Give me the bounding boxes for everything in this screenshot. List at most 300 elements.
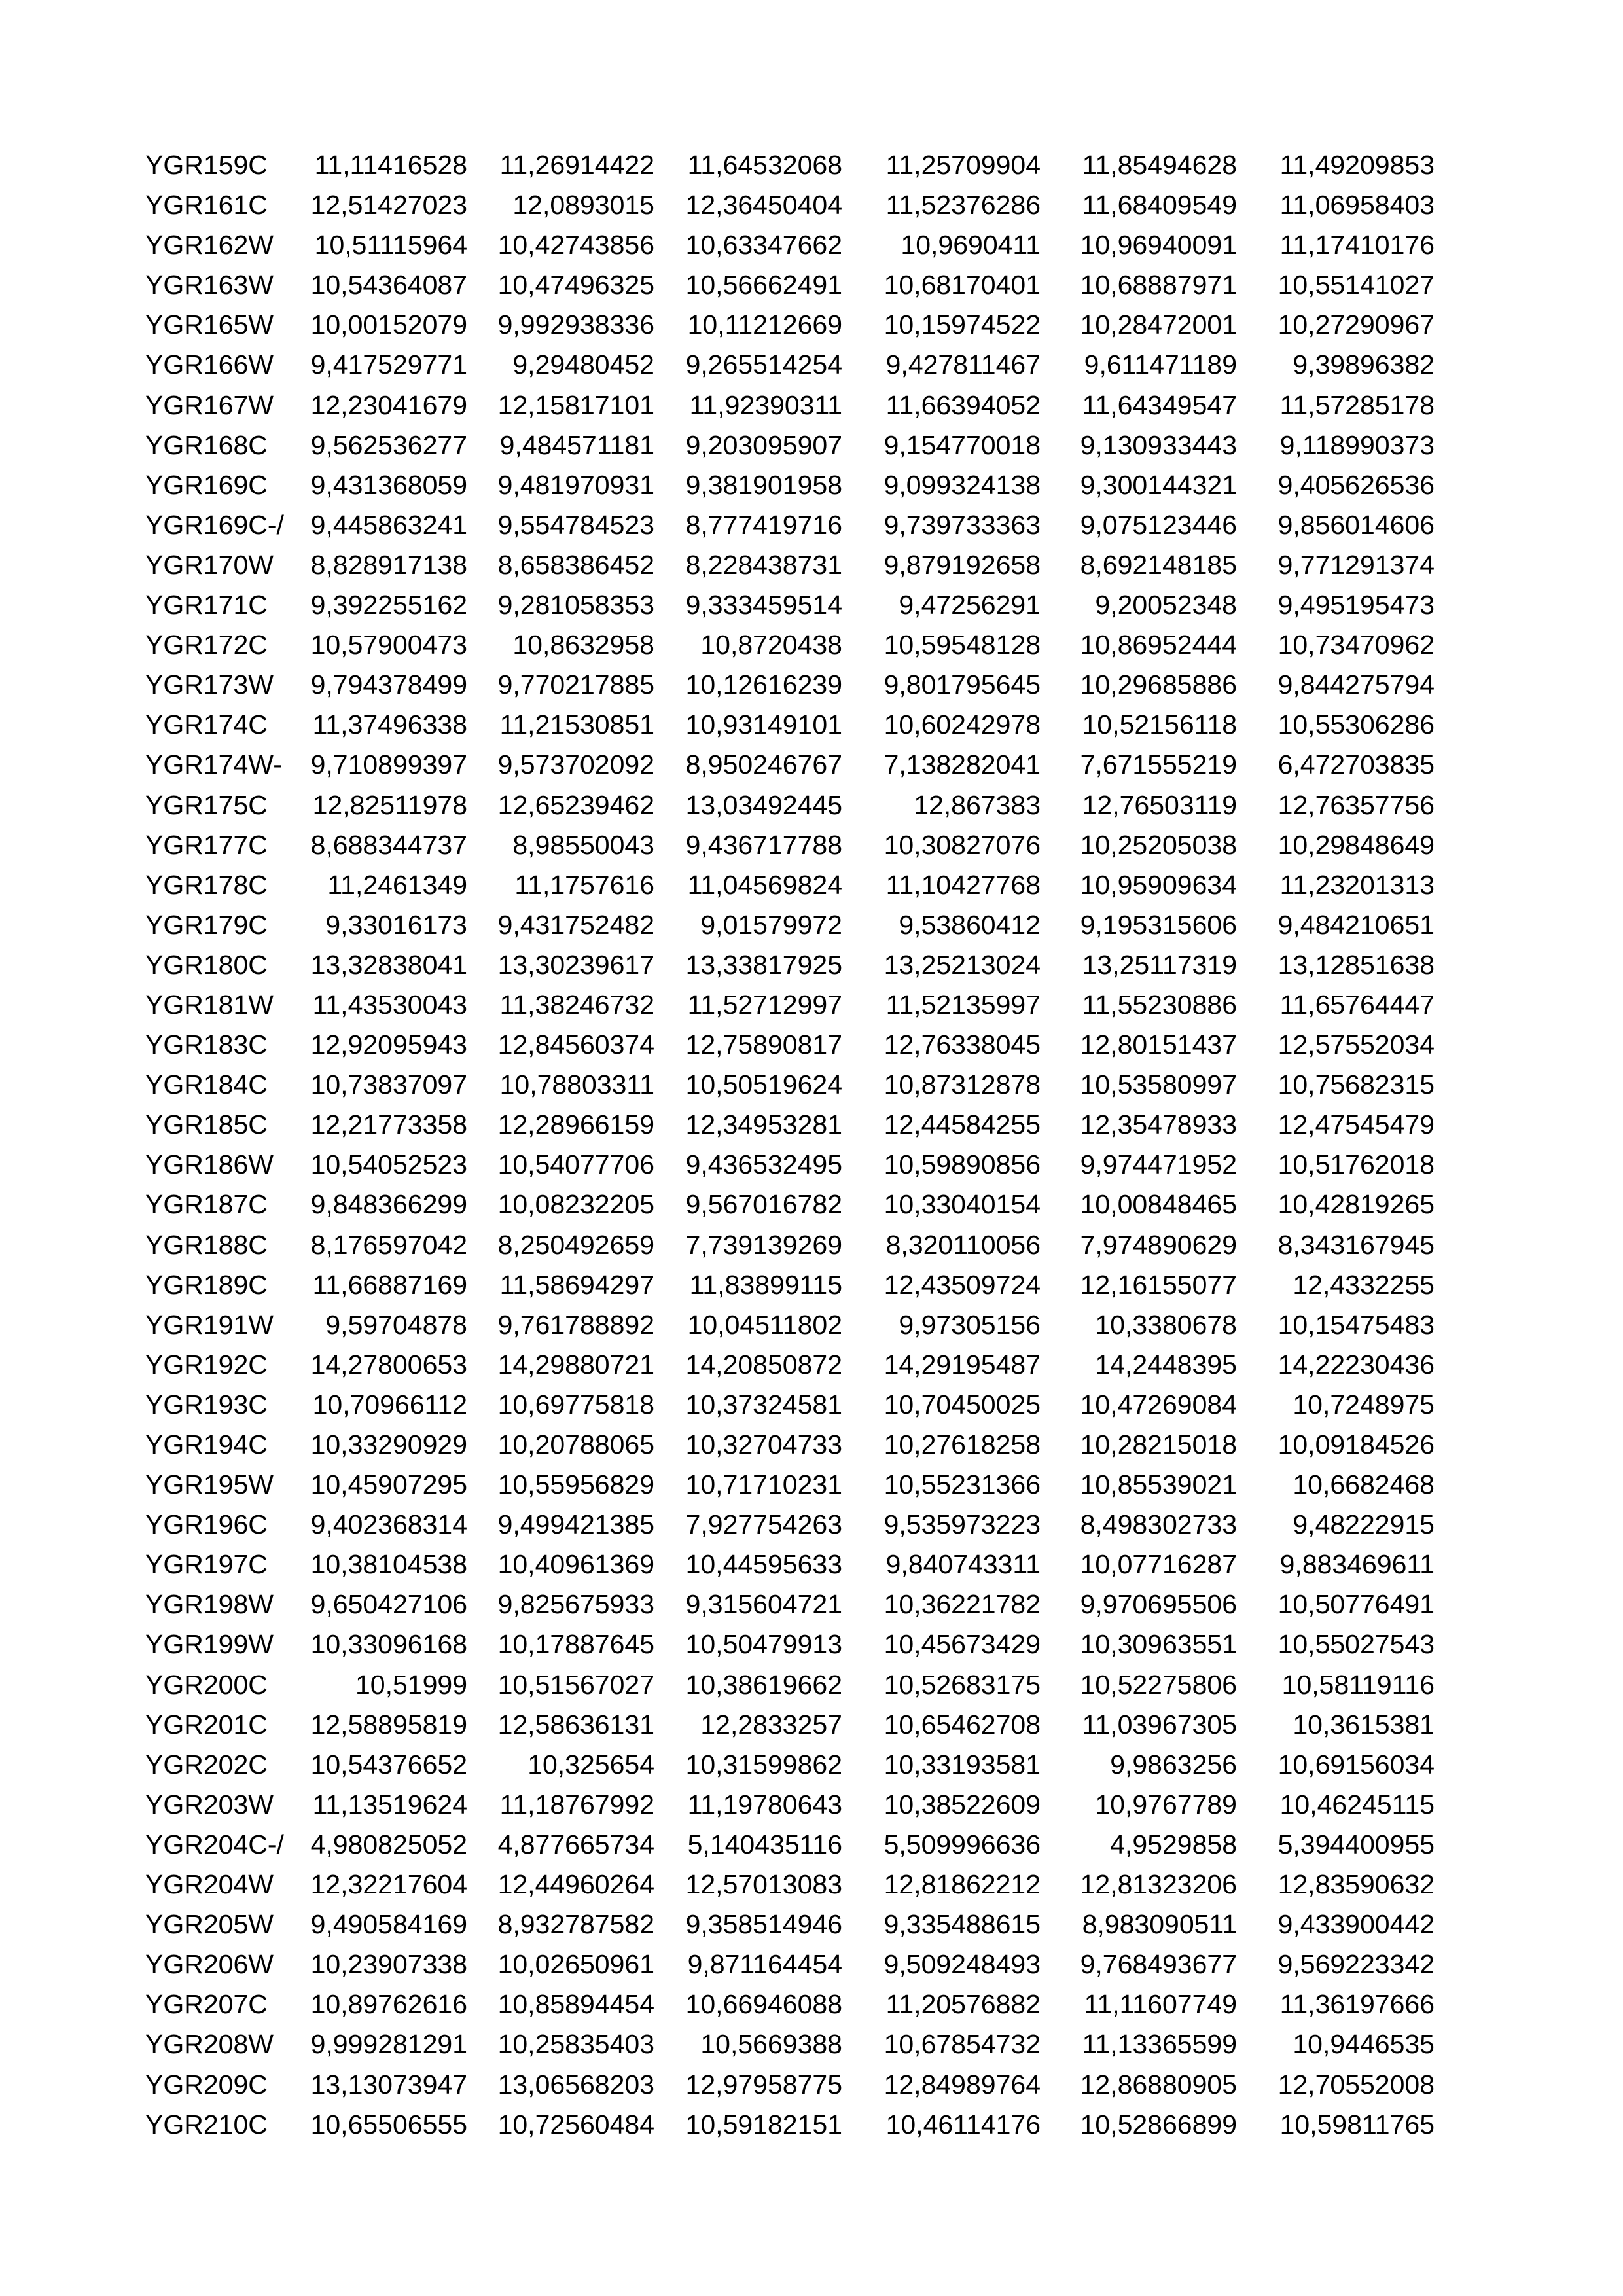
value-cell: 10,56662491 [685,270,842,300]
value-cell: 10,29685886 [1080,670,1237,700]
table-row [0,1185,1623,1225]
value-cell: 12,32217604 [310,1869,467,1900]
value-cell: 4,877665734 [497,1829,654,1859]
gene-id-cell: YGR192C [145,1349,268,1380]
table-row [0,1145,1623,1185]
value-cell: 9,130933443 [1080,429,1237,460]
gene-id-cell: YGR166W [145,350,274,380]
value-cell: 11,2461349 [327,869,467,900]
gene-id-cell: YGR196C [145,1509,268,1540]
value-cell: 12,57013083 [685,1869,842,1900]
value-cell: 10,69156034 [1277,1749,1435,1780]
value-cell: 10,12616239 [685,670,842,700]
value-cell: 8,983090511 [1082,1909,1237,1940]
table-row [0,745,1623,785]
gene-id-cell: YGR191W [145,1309,274,1340]
value-cell: 10,95909634 [1080,869,1237,900]
value-cell: 11,52376286 [885,190,1041,221]
value-cell: 10,50776491 [1277,1589,1435,1620]
value-cell: 10,45673429 [883,1629,1041,1660]
value-cell: 11,38246732 [499,989,654,1020]
gene-id-cell: YGR202C [145,1749,268,1780]
table-row [0,1305,1623,1345]
table-row [0,305,1623,345]
value-cell: 12,867383 [914,789,1041,820]
value-cell: 9,554784523 [497,509,654,540]
table-row [0,865,1623,905]
value-cell: 11,83899115 [689,1269,842,1300]
value-cell: 9,970695506 [1080,1589,1237,1620]
value-cell: 10,08232205 [497,1189,654,1220]
table-row [0,1065,1623,1105]
value-cell: 10,5669388 [700,2029,842,2060]
value-cell: 10,51999 [355,1669,467,1700]
value-cell: 10,27618258 [883,1429,1041,1460]
value-cell: 9,974471952 [1080,1149,1237,1180]
value-cell: 9,794378499 [310,670,467,700]
value-cell: 9,611471189 [1084,350,1237,380]
value-cell: 12,75890817 [685,1030,842,1060]
value-cell: 10,87312878 [883,1069,1041,1100]
gene-id-cell: YGR209C [145,2069,268,2100]
value-cell: 9,562536277 [310,429,467,460]
value-cell: 10,33096168 [310,1629,467,1660]
value-cell: 9,099324138 [883,469,1041,500]
value-cell: 13,03492445 [685,789,842,820]
value-cell: 10,8632958 [512,630,654,660]
value-cell: 9,48222915 [1293,1509,1435,1540]
value-cell: 11,65764447 [1279,989,1435,1020]
value-cell: 10,51762018 [1277,1149,1435,1180]
value-cell: 11,11416528 [314,150,467,180]
value-cell: 9,358514946 [685,1909,842,1940]
value-cell: 10,73470962 [1277,630,1435,660]
table-row [0,1745,1623,1785]
value-cell: 10,63347662 [685,230,842,260]
value-cell: 10,15974522 [883,310,1041,340]
gene-id-cell: YGR180C [145,949,268,980]
value-cell: 10,9767789 [1095,1789,1237,1820]
table-row [0,1705,1623,1745]
value-cell: 7,974890629 [1080,1229,1237,1260]
value-cell: 12,44960264 [497,1869,654,1900]
table-row [0,145,1623,185]
value-cell: 10,70966112 [312,1389,467,1420]
value-cell: 10,50479913 [685,1629,842,1660]
value-cell: 10,20788065 [497,1429,654,1460]
value-cell: 10,85894454 [497,1989,654,2020]
gene-id-cell: YGR184C [145,1069,268,1100]
value-cell: 11,43530043 [312,989,467,1020]
gene-id-cell: YGR174C [145,709,268,740]
value-cell: 8,250492659 [497,1229,654,1260]
table-row [0,1265,1623,1305]
value-cell: 10,32704733 [685,1429,842,1460]
value-cell: 9,484571181 [499,429,654,460]
value-cell: 11,55230886 [1082,989,1237,1020]
value-cell: 10,00152079 [310,310,467,340]
value-cell: 12,76357756 [1277,789,1435,820]
value-cell: 10,86952444 [1080,630,1237,660]
value-cell: 10,15475483 [1277,1309,1435,1340]
value-cell: 10,04511802 [687,1309,842,1340]
value-cell: 9,405626536 [1277,469,1435,500]
value-cell: 7,138282041 [883,749,1041,780]
value-cell: 10,71710231 [685,1469,842,1500]
value-cell: 11,68409549 [1082,190,1237,221]
value-cell: 8,498302733 [1080,1509,1237,1540]
value-cell: 8,688344737 [310,829,467,860]
value-cell: 10,52275806 [1080,1669,1237,1700]
table-row [0,505,1623,545]
value-cell: 10,66946088 [685,1989,842,2020]
table-row [0,345,1623,385]
value-cell: 9,333459514 [685,590,842,620]
value-cell: 9,315604721 [685,1589,842,1620]
table-row [0,1025,1623,1065]
gene-id-cell: YGR175C [145,789,268,820]
value-cell: 9,768493677 [1080,1949,1237,1980]
gene-id-cell: YGR161C [145,190,268,221]
value-cell: 11,58694297 [499,1269,654,1300]
value-cell: 9,53860412 [899,909,1041,940]
value-cell: 10,59890856 [883,1149,1041,1180]
value-cell: 9,97305156 [899,1309,1041,1340]
value-cell: 7,671555219 [1080,749,1237,780]
value-cell: 10,51115964 [314,230,467,260]
value-cell: 14,2448395 [1095,1349,1237,1380]
value-cell: 14,27800653 [310,1349,467,1380]
value-cell: 9,33016173 [325,909,467,940]
gene-id-cell: YGR162W [145,230,274,260]
table-row [0,1585,1623,1624]
value-cell: 9,300144321 [1080,469,1237,500]
value-cell: 9,567016782 [685,1189,842,1220]
value-cell: 12,44584255 [883,1109,1041,1140]
table-row [0,465,1623,505]
value-cell: 12,47545479 [1277,1109,1435,1140]
table-row [0,905,1623,945]
value-cell: 10,67854732 [883,2029,1041,2060]
value-cell: 9,075123446 [1080,509,1237,540]
value-cell: 9,484210651 [1277,909,1435,940]
value-cell: 9,495195473 [1277,590,1435,620]
value-cell: 11,37496338 [312,709,467,740]
gene-id-cell: YGR204W [145,1869,274,1900]
gene-id-cell: YGR185C [145,1109,268,1140]
value-cell: 9,840743311 [885,1549,1041,1580]
value-cell: 12,21773358 [310,1109,467,1140]
value-cell: 12,80151437 [1080,1030,1237,1060]
value-cell: 9,771291374 [1277,549,1435,580]
table-row [0,1465,1623,1505]
value-cell: 13,25117319 [1082,949,1237,980]
table-row [0,2024,1623,2064]
value-cell: 13,33817925 [685,949,842,980]
value-cell: 9,402368314 [310,1509,467,1540]
value-cell: 10,36221782 [883,1589,1041,1620]
table-row [0,1425,1623,1465]
value-cell: 13,25213024 [883,949,1041,980]
table-row [0,225,1623,265]
value-cell: 14,20850872 [685,1349,842,1380]
value-cell: 10,55231366 [883,1469,1041,1500]
value-cell: 12,81862212 [883,1869,1041,1900]
value-cell: 9,118990373 [1279,429,1435,460]
value-cell: 5,394400955 [1277,1829,1435,1859]
table-row [0,1984,1623,2024]
value-cell: 9,29480452 [512,350,654,380]
value-cell: 8,228438731 [685,549,842,580]
value-cell: 10,96940091 [1080,230,1237,260]
value-cell: 9,154770018 [883,429,1041,460]
value-cell: 8,658386452 [497,549,654,580]
value-cell: 9,01579972 [700,909,842,940]
value-cell: 13,06568203 [497,2069,654,2100]
gene-id-cell: YGR205W [145,1909,274,1940]
value-cell: 12,2833257 [700,1709,842,1740]
value-cell: 11,20576882 [885,1989,1041,2020]
gene-id-cell: YGR170W [145,549,274,580]
table-row [0,1505,1623,1545]
table-row [0,265,1623,305]
value-cell: 9,499421385 [497,1509,654,1540]
value-cell: 12,84560374 [497,1030,654,1060]
value-cell: 12,28966159 [497,1109,654,1140]
value-cell: 10,44595633 [685,1549,842,1580]
table-row [0,1545,1623,1585]
gene-id-cell: YGR188C [145,1229,268,1260]
value-cell: 10,54077706 [497,1149,654,1180]
value-cell: 9,417529771 [310,350,467,380]
value-cell: 9,59704878 [325,1309,467,1340]
value-cell: 12,82511978 [312,789,467,820]
value-cell: 10,55027543 [1277,1629,1435,1660]
value-cell: 11,66887169 [312,1269,467,1300]
value-cell: 10,38522609 [883,1789,1041,1820]
value-cell: 9,650427106 [310,1589,467,1620]
value-cell: 10,30827076 [883,829,1041,860]
table-row [0,1345,1623,1385]
value-cell: 10,11212669 [687,310,842,340]
table-row [0,785,1623,825]
value-cell: 10,3380678 [1095,1309,1237,1340]
value-cell: 11,13365599 [1082,2029,1237,2060]
gene-id-cell: YGR210C [145,2109,268,2140]
value-cell: 9,9863256 [1110,1749,1237,1780]
value-cell: 13,12851638 [1277,949,1435,980]
value-cell: 10,68170401 [883,270,1041,300]
gene-id-cell: YGR167W [145,389,274,420]
value-cell: 12,16155077 [1080,1269,1237,1300]
value-cell: 10,47496325 [497,270,654,300]
value-cell: 10,33290929 [310,1429,467,1460]
value-cell: 10,42819265 [1277,1189,1435,1220]
value-cell: 10,42743856 [497,230,654,260]
value-cell: 10,55141027 [1277,270,1435,300]
value-cell: 9,427811467 [885,350,1041,380]
gene-id-cell: YGR177C [145,829,268,860]
value-cell: 10,40961369 [497,1549,654,1580]
value-cell: 12,97958775 [685,2069,842,2100]
value-cell: 10,30963551 [1080,1629,1237,1660]
value-cell: 11,64349547 [1082,389,1237,420]
value-cell: 10,07716287 [1080,1549,1237,1580]
gene-id-cell: YGR174W- [145,749,282,780]
value-cell: 4,980825052 [310,1829,467,1859]
value-cell: 9,39896382 [1293,350,1435,380]
gene-id-cell: YGR179C [145,909,268,940]
value-cell: 12,4332255 [1293,1269,1435,1300]
value-cell: 12,36450404 [685,190,842,221]
value-cell: 9,392255162 [310,590,467,620]
value-cell: 10,9446535 [1293,2029,1435,2060]
gene-id-cell: YGR169C-/ [145,509,284,540]
value-cell: 12,34953281 [685,1109,842,1140]
value-cell: 10,75682315 [1277,1069,1435,1100]
value-cell: 10,25205038 [1080,829,1237,860]
value-cell: 10,325654 [527,1749,654,1780]
value-cell: 10,46245115 [1279,1789,1435,1820]
value-cell: 12,70552008 [1277,2069,1435,2100]
value-cell: 9,770217885 [497,670,654,700]
gene-id-cell: YGR201C [145,1709,268,1740]
value-cell: 9,992938336 [497,310,654,340]
value-cell: 12,58636131 [497,1709,654,1740]
gene-id-cell: YGR200C [145,1669,268,1700]
value-cell: 9,848366299 [310,1189,467,1220]
value-cell: 11,04569824 [687,869,842,900]
value-cell: 10,46114176 [885,2109,1041,2140]
data-table [0,145,1623,2145]
value-cell: 11,26914422 [499,150,654,180]
table-row [0,705,1623,745]
value-cell: 10,50519624 [685,1069,842,1100]
value-cell: 9,481970931 [497,469,654,500]
value-cell: 10,55306286 [1277,709,1435,740]
value-cell: 9,490584169 [310,1909,467,1940]
value-cell: 10,59811765 [1279,2109,1435,2140]
value-cell: 10,31599862 [685,1749,842,1780]
value-cell: 10,02650961 [497,1949,654,1980]
value-cell: 10,52683175 [883,1669,1041,1700]
table-row [0,1105,1623,1145]
value-cell: 10,65462708 [883,1709,1041,1740]
value-cell: 9,801795645 [883,670,1041,700]
value-cell: 11,66394052 [885,389,1041,420]
value-cell: 10,57900473 [310,630,467,660]
value-cell: 9,445863241 [310,509,467,540]
value-cell: 10,37324581 [685,1389,842,1420]
gene-id-cell: YGR199W [145,1629,274,1660]
value-cell: 12,76338045 [883,1030,1041,1060]
value-cell: 14,22230436 [1277,1349,1435,1380]
value-cell: 7,739139269 [685,1229,842,1260]
value-cell: 9,20052348 [1095,590,1237,620]
value-cell: 7,927754263 [685,1509,842,1540]
value-cell: 12,92095943 [310,1030,467,1060]
value-cell: 9,195315606 [1080,909,1237,940]
gene-id-cell: YGR197C [145,1549,268,1580]
value-cell: 9,825675933 [497,1589,654,1620]
value-cell: 11,18767992 [499,1789,654,1820]
value-cell: 11,21530851 [499,709,654,740]
value-cell: 10,73837097 [310,1069,467,1100]
value-cell: 10,25835403 [497,2029,654,2060]
table-row [0,1905,1623,1945]
table-row [0,665,1623,705]
table-row [0,2065,1623,2105]
value-cell: 8,176597042 [310,1229,467,1260]
value-cell: 11,52712997 [687,989,842,1020]
gene-id-cell: YGR207C [145,1989,268,2020]
table-row [0,545,1623,585]
value-cell: 12,35478933 [1080,1109,1237,1140]
value-cell: 10,85539021 [1080,1469,1237,1500]
value-cell: 10,8720438 [700,630,842,660]
gene-id-cell: YGR172C [145,630,268,660]
gene-id-cell: YGR206W [145,1949,274,1980]
gene-id-cell: YGR178C [145,869,268,900]
value-cell: 12,57552034 [1277,1030,1435,1060]
value-cell: 14,29880721 [497,1349,654,1380]
value-cell: 9,509248493 [883,1949,1041,1980]
value-cell: 9,879192658 [883,549,1041,580]
value-cell: 8,777419716 [685,509,842,540]
value-cell: 10,38619662 [685,1669,842,1700]
value-cell: 5,509996636 [883,1829,1041,1859]
value-cell: 9,761788892 [497,1309,654,1340]
value-cell: 10,60242978 [883,709,1041,740]
value-cell: 12,86880905 [1080,2069,1237,2100]
value-cell: 12,76503119 [1082,789,1237,820]
value-cell: 10,29848649 [1277,829,1435,860]
value-cell: 10,28472001 [1080,310,1237,340]
gene-id-cell: YGR183C [145,1030,268,1060]
value-cell: 11,03967305 [1082,1709,1237,1740]
table-row [0,1825,1623,1865]
value-cell: 10,38104538 [310,1549,467,1580]
value-cell: 11,85494628 [1082,150,1237,180]
value-cell: 8,692148185 [1080,549,1237,580]
value-cell: 10,70450025 [883,1389,1041,1420]
value-cell: 10,93149101 [685,709,842,740]
value-cell: 9,999281291 [310,2029,467,2060]
value-cell: 9,281058353 [497,590,654,620]
gene-id-cell: YGR181W [145,989,274,1020]
value-cell: 10,09184526 [1277,1429,1435,1460]
value-cell: 10,27290967 [1277,310,1435,340]
table-row [0,1945,1623,1984]
value-cell: 10,54364087 [310,270,467,300]
gene-id-cell: YGR171C [145,590,268,620]
value-cell: 11,64532068 [687,150,842,180]
gene-id-cell: YGR173W [145,670,274,700]
value-cell: 14,29195487 [883,1349,1041,1380]
value-cell: 5,140435116 [687,1829,842,1859]
value-cell: 12,23041679 [310,389,467,420]
gene-id-cell: YGR187C [145,1189,268,1220]
gene-id-cell: YGR204C-/ [145,1829,284,1859]
gene-id-cell: YGR159C [145,150,268,180]
gene-id-cell: YGR163W [145,270,274,300]
value-cell: 9,710899397 [310,749,467,780]
value-cell: 10,51567027 [497,1669,654,1700]
table-row [0,185,1623,225]
gene-id-cell: YGR195W [145,1469,274,1500]
value-cell: 9,739733363 [883,509,1041,540]
gene-id-cell: YGR165W [145,310,274,340]
